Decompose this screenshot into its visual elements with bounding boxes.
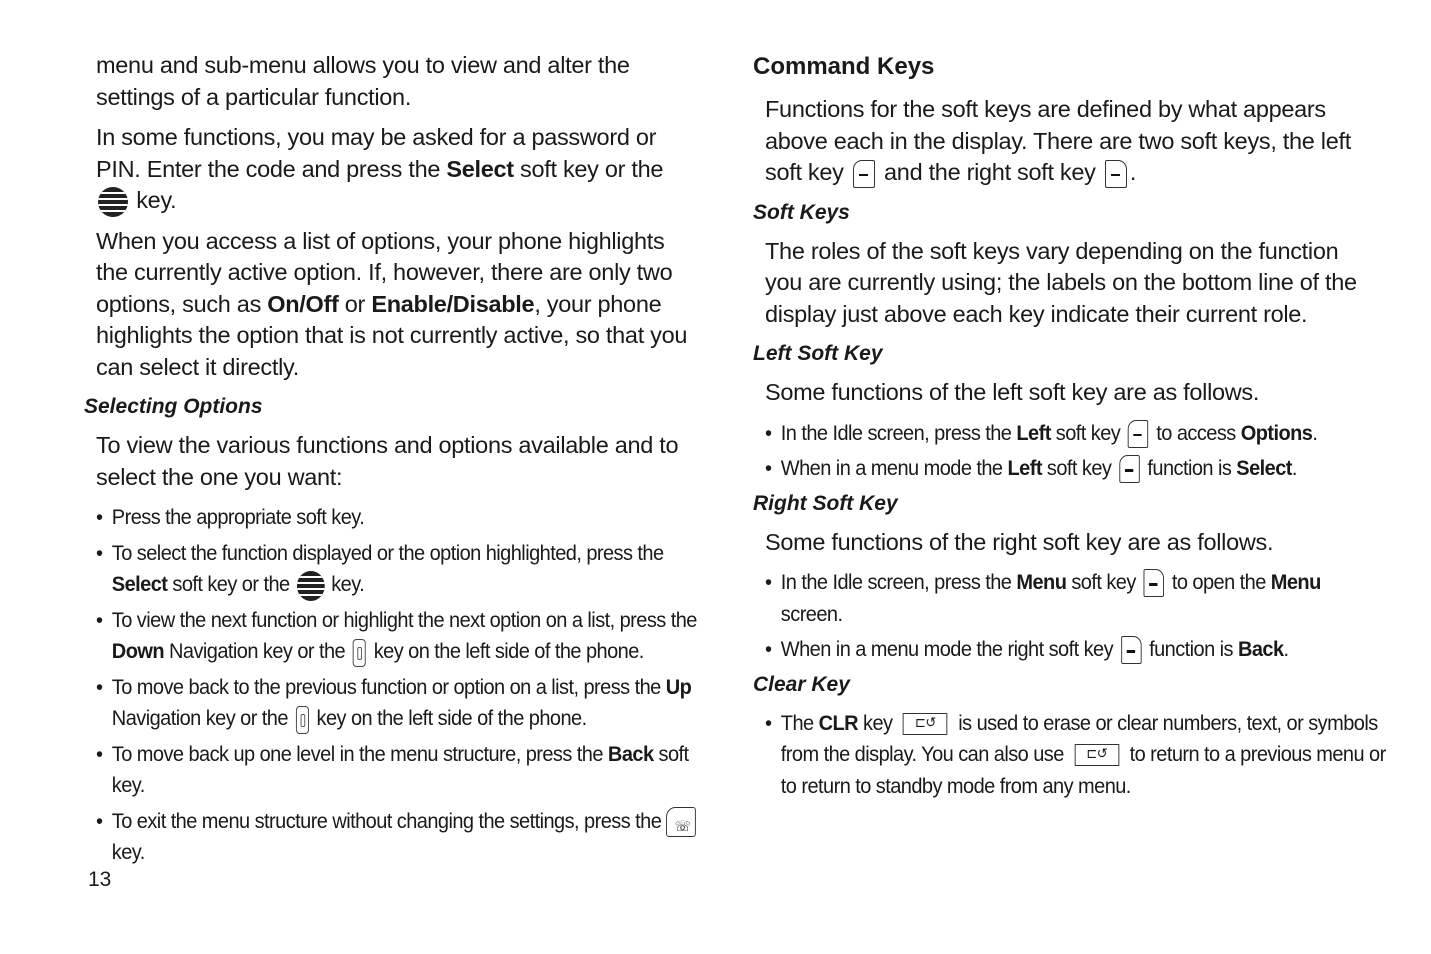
right-soft-key-icon (1105, 160, 1127, 188)
att-globe-icon (98, 187, 128, 217)
side-volume-key-icon (353, 639, 366, 667)
right-column (753, 50, 1386, 806)
heading-clear-key: Clear Key (753, 672, 850, 696)
page-number: 13 (88, 868, 112, 891)
paragraph-command-intro: Functions for the soft keys are defined by what appears above each in the display. There are two soft keys, the left soft key and the right soft key . (765, 94, 1373, 189)
right-soft-key-list (765, 567, 1373, 666)
heading-right-soft-key: Right Soft Key (753, 491, 898, 515)
paragraph-password: In some functions, you may be asked for a password or PIN. Enter the code and press the Select soft key or the key. (96, 122, 696, 217)
heading-command-keys: Command Keys (753, 53, 935, 80)
paragraph-right-intro: Some functions of the right soft key are as follows. (765, 528, 1274, 555)
list-item: • To exit the menu structure without changing the settings, press the ☏ key. (96, 806, 709, 869)
list-item: • The CLR key ⊏↺ is used to erase or clear numbers, text, or symbols from the display. You can also use ⊏↺ to return to a previous menu or to return to standby mode from any menu. (765, 708, 1386, 803)
clear-key-icon: ⊏↺ (903, 713, 948, 735)
right-soft-key-icon (1144, 569, 1164, 597)
select-keyword: Select (446, 155, 514, 182)
left-column (84, 50, 696, 873)
selecting-options-list (96, 502, 696, 869)
paragraph-options-list: When you access a list of options, your phone highlights the currently active option. If, however, there are only two options, such as On/Off or Enable/Disable, your phone highlights the option that is not currently active, so that you can select it directly. (96, 227, 688, 380)
list-item: • To move back to the previous function or option on a list, press the Up Navigation key or the key on the left side of the phone. (96, 672, 709, 735)
right-soft-key-icon (1121, 636, 1141, 664)
side-volume-key-icon (296, 706, 309, 734)
heading-selecting-options: Selecting Options (84, 395, 263, 419)
list-item: • When in a menu mode the Left soft key function is Select. (765, 453, 1386, 485)
heading-soft-keys: Soft Keys (753, 200, 850, 224)
paragraph-left-intro: Some functions of the left soft key are as follows. (765, 379, 1260, 405)
list-item: • In the Idle screen, press the Menu soft key to open the Menu screen. (765, 567, 1386, 630)
clear-key-list (765, 708, 1386, 803)
list-item: • In the Idle screen, press the Left soft key to access Options. (765, 418, 1386, 450)
list-item: • To move back up one level in the menu structure, press the Back soft key. (96, 739, 709, 802)
left-soft-key-icon (1119, 455, 1139, 483)
list-item: • Press the appropriate soft key. (96, 502, 709, 534)
left-soft-key-list (765, 418, 1373, 485)
left-soft-key-icon (1128, 420, 1148, 448)
heading-left-soft-key: Left Soft Key (753, 342, 883, 365)
clear-key-icon: ⊏↺ (1074, 744, 1119, 766)
paragraph-selecting-intro: To view the various functions and options available and to select the one you want: (96, 432, 679, 490)
att-globe-icon (296, 571, 324, 601)
paragraph-menu-intro: menu and sub-menu allows you to view and alter the settings of a particular function. (96, 52, 630, 110)
list-item: • When in a menu mode the right soft key function is Back. (765, 634, 1386, 666)
paragraph-soft-intro: The roles of the soft keys vary depending on the function you are currently using; the labels on the bottom line of the display just above each key indicate their current role. (765, 237, 1357, 327)
end-key-icon (666, 807, 696, 837)
left-soft-key-icon (853, 160, 875, 188)
list-item: • To view the next function or highlight the next option on a list, press the Down Navigation key or the key on the left side of the phone. (96, 605, 709, 668)
list-item: • To select the function displayed or the option highlighted, press the Select soft key or the key. (96, 538, 709, 601)
